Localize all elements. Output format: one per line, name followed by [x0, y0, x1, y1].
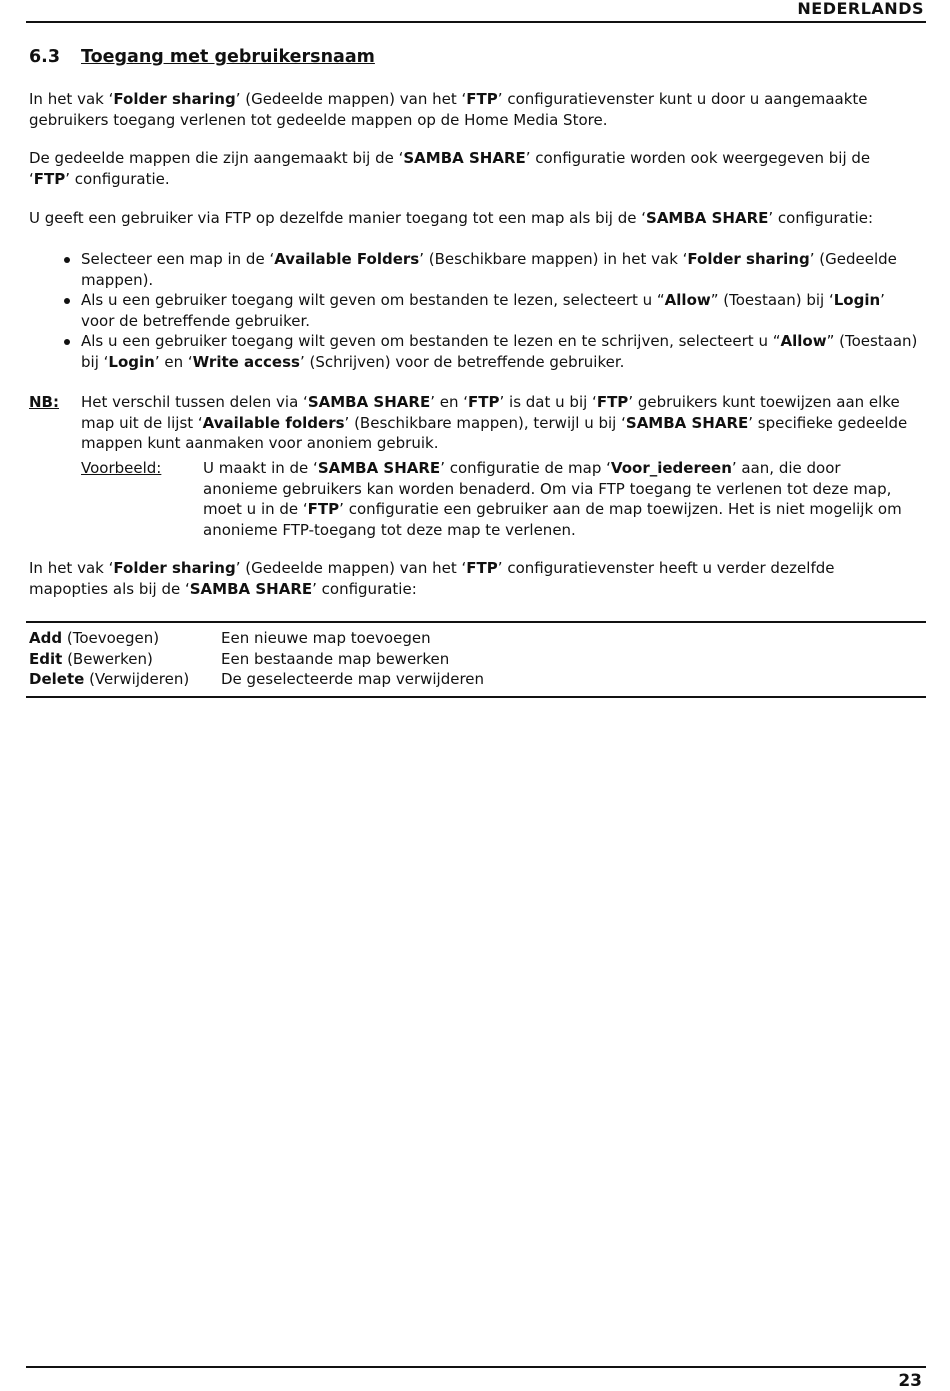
instruction-list: [29, 249, 919, 372]
paragraph-shared-folders: De gedeelde mappen die zijn aangemaakt bij de ‘SAMBA SHARE’ configuratie worden ook weergegeven bij de ‘FTP’ configuratie.: [29, 149, 871, 188]
bullet-icon: [64, 298, 70, 304]
example-text: U maakt in de ‘SAMBA SHARE’ configuratie de map ‘Voor_iedereen’ aan, die door anonieme gebruikers kan worden benaderd. Om via FTP toegang te verlenen tot deze map, moet u in de ‘FTP’ configuratie een gebruiker aan de map toewijzen. Het is niet mogelijk om anonieme FTP-toegang tot deze map te verlenen.: [203, 459, 902, 539]
table-top-rule: [26, 621, 926, 623]
paragraph-ftp-access: U geeft een gebruiker via FTP op dezelfde manier toegang tot een map als bij de ‘SAMBA SHARE’ configuratie:: [29, 209, 874, 227]
list-item: Als u een gebruiker toegang wilt geven om bestanden te lezen, selecteert u “Allow” (Toestaan) bij ‘Login’ voor de betreffende gebruiker.: [29, 290, 919, 331]
bullet-icon: [64, 339, 70, 345]
page-number: 23: [898, 1371, 922, 1391]
option-description: Een bestaande map bewerken: [221, 649, 450, 668]
option-name: Edit (Bewerken): [29, 649, 153, 668]
section-number: 6.3: [29, 47, 61, 67]
option-description: Een nieuwe map toevoegen: [221, 629, 431, 647]
list-item: Als u een gebruiker toegang wilt geven om bestanden te lezen en te schrijven, selecteert u “Allow” (Toestaan) bij ‘Login’ en ‘Write access’ (Schrijven) voor de betreffende gebruiker.: [29, 331, 919, 372]
header-rule: [26, 21, 926, 23]
bullet-icon: [64, 257, 70, 263]
paragraph-folder-options: In het vak ‘Folder sharing’ (Gedeelde mappen) van het ‘FTP’ configuratievenster heeft u verder dezelfde mapopties als bij de ‘SAMBA SHARE’ configuratie:: [29, 559, 835, 598]
note-label: NB:: [29, 393, 59, 411]
table-row: [29, 669, 484, 690]
paragraph-folder-sharing: In het vak ‘Folder sharing’ (Gedeelde mappen) van het ‘FTP’ configuratievenster kunt u door u aangemaakte gebruikers toegang verlenen tot gedeelde mappen op de Home Media Store.: [29, 90, 868, 129]
list-item: Selecteer een map in de ‘Available Folders’ (Beschikbare mappen) in het vak ‘Folder sharing’ (Gedeelde mappen).: [29, 249, 919, 290]
section-heading: [29, 46, 375, 68]
table-row: [29, 628, 484, 649]
table-row: [29, 649, 484, 670]
option-name: Delete (Verwijderen): [29, 670, 190, 688]
note-text: Het verschil tussen delen via ‘SAMBA SHARE’ en ‘FTP’ is dat u bij ‘FTP’ gebruikers kunt toewijzen aan elke map uit de lijst ‘Available folders’ (Beschikbare mappen), terwijl u bij ‘SAMBA SHARE’ specifieke gedeelde mappen kunt aanmaken voor anoniem gebruik.: [81, 393, 908, 452]
footer-rule: [26, 1366, 926, 1368]
table-bottom-rule: [26, 696, 926, 698]
option-description: De geselecteerde map verwijderen: [221, 670, 485, 688]
option-name: Add (Toevoegen): [29, 629, 160, 647]
example-label: Voorbeeld:: [81, 459, 162, 477]
folder-options-table: [29, 628, 484, 690]
section-title: Toegang met gebruikersnaam: [81, 47, 375, 67]
header-language: NEDERLANDS: [797, 0, 924, 18]
